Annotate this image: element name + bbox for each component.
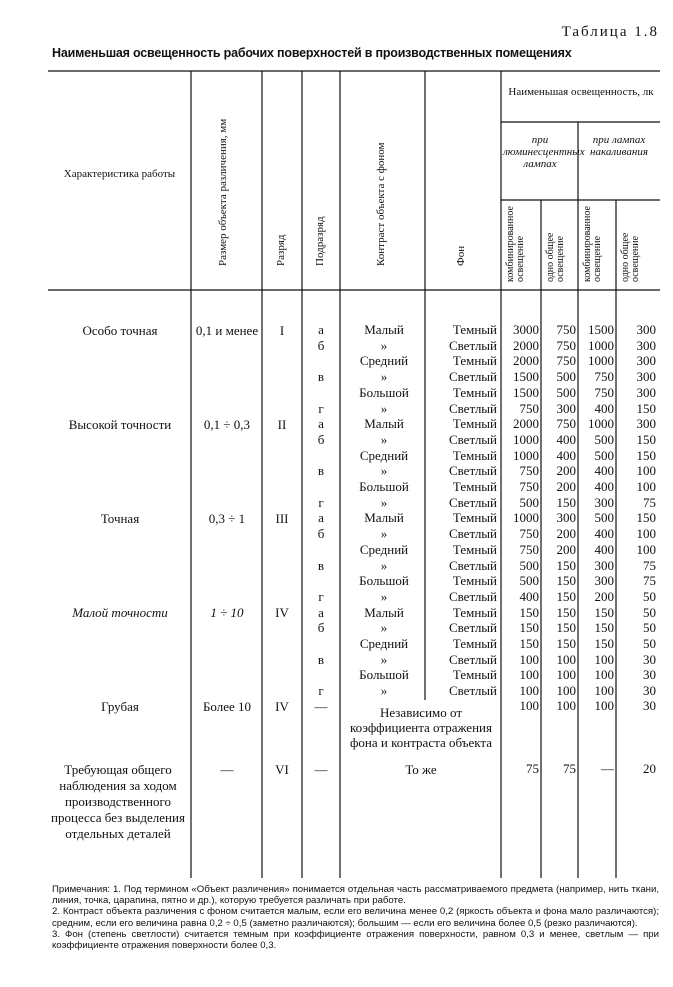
header-inc-general: одно общее освещение bbox=[620, 232, 641, 282]
cell-contrast: » bbox=[380, 431, 388, 447]
cell-background: Темный bbox=[452, 667, 497, 683]
cell-background: Темный bbox=[452, 510, 497, 526]
cell-contrast: Малый bbox=[364, 416, 404, 432]
group-subcategory: — bbox=[314, 699, 328, 714]
header-inc-combined: комбинированное освещение bbox=[582, 206, 603, 282]
table-number: Таблица 1.8 bbox=[561, 24, 659, 40]
cell-background: Светлый bbox=[448, 683, 497, 699]
group-characteristic: Малой точности bbox=[72, 605, 168, 620]
cell-contrast: Средний bbox=[359, 447, 409, 463]
page-title: Наименьшая освещенность рабочих поверхностей в производственных помещениях bbox=[52, 46, 572, 60]
cell-lum-general: 100 bbox=[556, 651, 576, 667]
cell-inc-general: 75 bbox=[643, 573, 656, 589]
group-category: IV bbox=[275, 605, 289, 620]
cell-inc-combined: 500 bbox=[594, 431, 614, 447]
cell-lum-general: 100 bbox=[556, 698, 576, 713]
cell-contrast: Средний bbox=[359, 353, 409, 369]
cell-inc-general: 300 bbox=[636, 353, 656, 369]
cell-lum-general: 200 bbox=[556, 463, 576, 479]
header-category: Разряд bbox=[275, 234, 287, 266]
cell-inc-general: 75 bbox=[643, 557, 656, 573]
cell-contrast: Малый bbox=[364, 510, 404, 526]
header-characteristic: Характеристика работы bbox=[63, 168, 176, 180]
group-category: III bbox=[275, 511, 289, 526]
cell-background: Темный bbox=[452, 447, 497, 463]
cell-subcategory: б bbox=[317, 526, 325, 542]
cell-subcategory: а bbox=[318, 322, 324, 337]
cell-inc-general: 100 bbox=[636, 463, 656, 479]
cell-inc-combined: 300 bbox=[594, 557, 614, 573]
cell-lum-combined: 3000 bbox=[513, 322, 539, 337]
cell-contrast: » bbox=[380, 557, 388, 573]
cell-subcategory: г bbox=[318, 494, 324, 510]
cell-lum-general: 400 bbox=[556, 431, 576, 447]
cell-inc-general: 100 bbox=[636, 479, 656, 494]
cell-inc-combined: 300 bbox=[594, 573, 614, 589]
cell-inc-combined: 750 bbox=[594, 369, 614, 385]
cell-lum-combined: 2000 bbox=[513, 337, 539, 353]
cell-subcategory: б bbox=[317, 620, 325, 636]
cell-subcategory: а bbox=[318, 416, 324, 432]
cell-inc-combined: 150 bbox=[594, 620, 614, 636]
cell-background: Темный bbox=[452, 541, 497, 557]
cell-lum-general: 400 bbox=[556, 447, 576, 463]
cell-background: Светлый bbox=[448, 588, 497, 604]
cell-inc-general: 150 bbox=[636, 510, 656, 526]
cell-lum-combined: 500 bbox=[519, 573, 539, 589]
footnote: 2. Контраст объекта различения с фоном считается малым, если его величина менее 0,2 (яркость объекта и фона мало различаются); средним, если его величина равна 0,2 ÷ 0,5 (заметно различаются); большим — если его величина более 0,5 (резко различаются). bbox=[52, 906, 659, 929]
cell-inc-general: 50 bbox=[643, 604, 656, 620]
cell-inc-combined: 200 bbox=[594, 588, 614, 604]
cell-inc-general: 100 bbox=[636, 526, 656, 542]
cell-contrast: » bbox=[380, 337, 388, 353]
cell-inc-combined: 400 bbox=[594, 541, 614, 557]
group-category: I bbox=[279, 323, 285, 338]
cell-inc-general: 30 bbox=[643, 667, 656, 683]
group-object-size: 0,3 ÷ 1 bbox=[208, 511, 246, 526]
footnotes bbox=[52, 884, 659, 951]
cell-subcategory: в bbox=[317, 463, 325, 479]
group-object-size: — bbox=[220, 762, 234, 777]
cell-background: Темный bbox=[452, 384, 497, 400]
cell-inc-combined: 1000 bbox=[588, 353, 614, 369]
illuminance-table bbox=[48, 70, 660, 880]
cell-background: Темный bbox=[452, 573, 497, 589]
cell-inc-combined: 500 bbox=[594, 447, 614, 463]
cell-lum-combined: 750 bbox=[519, 463, 539, 479]
group-category: IV bbox=[275, 699, 289, 714]
footnote: 3. Фон (степень светлости) считается темным при коэффициенте отражения поверхности, равном 0,3 и менее, светлым — при коэффициенте отражения поверхности более 0,3. bbox=[52, 928, 659, 952]
cell-inc-combined: 1000 bbox=[588, 416, 614, 432]
cell-inc-combined: 150 bbox=[594, 604, 614, 620]
cell-background: Темный bbox=[452, 353, 497, 369]
cell-subcategory: б bbox=[317, 431, 325, 447]
cell-lum-general: 150 bbox=[556, 557, 576, 573]
header-object-size: Размер объекта различения, мм bbox=[217, 118, 229, 266]
cell-inc-combined: 500 bbox=[594, 510, 614, 526]
cell-inc-combined: — bbox=[601, 761, 614, 776]
cell-contrast: Большой bbox=[359, 384, 409, 400]
header-background: Фон bbox=[455, 245, 467, 266]
group-characteristic: Точная bbox=[100, 511, 140, 526]
cell-inc-general: 300 bbox=[636, 322, 656, 337]
cell-inc-combined: 1000 bbox=[588, 337, 614, 353]
cell-inc-combined: 400 bbox=[594, 526, 614, 542]
cell-inc-combined: 300 bbox=[594, 494, 614, 510]
header-min-illuminance: Наименьшая освещенность, лк bbox=[508, 86, 654, 98]
cell-lum-combined: 150 bbox=[519, 636, 539, 651]
cell-subcategory: а bbox=[318, 510, 324, 526]
cell-lum-combined: 2000 bbox=[513, 416, 539, 432]
cell-contrast: » bbox=[380, 620, 388, 636]
header-contrast: Контраст объекта с фоном bbox=[375, 142, 387, 266]
cell-lum-general: 750 bbox=[556, 337, 576, 353]
group-characteristic: Грубая bbox=[101, 699, 139, 714]
group-object-size: Более 10 bbox=[202, 699, 252, 714]
cell-lum-general: 100 bbox=[556, 667, 576, 683]
cell-lum-combined: 1500 bbox=[513, 369, 539, 385]
cell-contrast: » bbox=[380, 651, 388, 667]
cell-inc-general: 30 bbox=[643, 698, 656, 713]
cell-inc-general: 300 bbox=[636, 384, 656, 400]
cell-background: Темный bbox=[452, 479, 497, 494]
cell-inc-combined: 400 bbox=[594, 463, 614, 479]
cell-lum-general: 150 bbox=[556, 604, 576, 620]
cell-lum-combined: 100 bbox=[519, 651, 539, 667]
cell-lum-combined: 100 bbox=[519, 683, 539, 699]
cell-lum-general: 200 bbox=[556, 526, 576, 542]
cell-subcategory: в bbox=[317, 557, 325, 573]
group-category: II bbox=[277, 417, 287, 432]
cell-inc-general: 150 bbox=[636, 431, 656, 447]
group-characteristic: Особо точная bbox=[82, 323, 158, 338]
cell-background: Темный bbox=[452, 322, 497, 337]
cell-background: Светлый bbox=[448, 431, 497, 447]
cell-background: Светлый bbox=[448, 651, 497, 667]
cell-inc-general: 150 bbox=[636, 400, 656, 416]
cell-lum-general: 150 bbox=[556, 620, 576, 636]
cell-inc-combined: 1500 bbox=[588, 322, 614, 337]
cell-subcategory: г bbox=[318, 588, 324, 604]
cell-subcategory: г bbox=[318, 683, 324, 699]
header-subcategory: Подразряд bbox=[314, 216, 326, 266]
cell-inc-combined: 100 bbox=[594, 667, 614, 683]
cell-lum-general: 150 bbox=[556, 573, 576, 589]
cell-contrast: Большой bbox=[359, 667, 409, 683]
cell-lum-general: 75 bbox=[563, 761, 576, 776]
cell-lum-combined: 2000 bbox=[513, 353, 539, 369]
rough-work-note: Независимо от коэффициента отражения фона и контраста объекта bbox=[350, 705, 492, 750]
cell-lum-combined: 750 bbox=[519, 479, 539, 494]
cell-contrast: Средний bbox=[359, 541, 409, 557]
group-object-size: 0,1 ÷ 0,3 bbox=[203, 417, 251, 432]
cell-inc-combined: 100 bbox=[594, 651, 614, 667]
cell-lum-combined: 1000 bbox=[513, 447, 539, 463]
cell-contrast: Большой bbox=[359, 479, 409, 494]
cell-contrast: Средний bbox=[359, 636, 409, 651]
cell-lum-general: 750 bbox=[556, 416, 576, 432]
cell-background: Темный bbox=[452, 604, 497, 620]
group-characteristic: Требующая общего наблюдения за ходом производственного процесса без выделения отдельных деталей bbox=[51, 762, 185, 841]
cell-contrast: » bbox=[380, 369, 388, 385]
cell-subcategory: а bbox=[318, 604, 324, 620]
cell-background: Светлый bbox=[448, 369, 497, 385]
cell-lum-general: 150 bbox=[556, 588, 576, 604]
cell-lum-combined: 100 bbox=[519, 698, 539, 713]
cell-inc-general: 150 bbox=[636, 447, 656, 463]
cell-inc-general: 30 bbox=[643, 651, 656, 667]
cell-lum-combined: 1000 bbox=[513, 431, 539, 447]
cell-lum-combined: 1500 bbox=[513, 384, 539, 400]
cell-lum-general: 500 bbox=[556, 369, 576, 385]
cell-background: Светлый bbox=[448, 557, 497, 573]
cell-inc-general: 300 bbox=[636, 369, 656, 385]
cell-background: Светлый bbox=[448, 337, 497, 353]
cell-subcategory: в bbox=[317, 369, 325, 385]
cell-inc-combined: 100 bbox=[594, 683, 614, 699]
cell-inc-general: 100 bbox=[636, 541, 656, 557]
cell-lum-combined: 750 bbox=[519, 400, 539, 416]
cell-inc-general: 50 bbox=[643, 636, 656, 651]
cell-lum-combined: 1000 bbox=[513, 510, 539, 526]
cell-contrast: » bbox=[380, 400, 388, 416]
group-object-size: 0,1 и менее bbox=[195, 323, 259, 338]
header-lum-combined: комбинированное освещение bbox=[505, 206, 526, 282]
group-subcategory: — bbox=[314, 762, 328, 777]
cell-background: Темный bbox=[452, 416, 497, 432]
cell-lum-general: 100 bbox=[556, 683, 576, 699]
cell-lum-general: 750 bbox=[556, 322, 576, 337]
cell-lum-general: 500 bbox=[556, 384, 576, 400]
cell-contrast: Большой bbox=[359, 573, 409, 589]
cell-background: Светлый bbox=[448, 526, 497, 542]
header-lum-general: одно общее освещение bbox=[545, 232, 566, 282]
cell-lum-general: 200 bbox=[556, 479, 576, 494]
cell-lum-combined: 150 bbox=[519, 604, 539, 620]
cell-inc-combined: 750 bbox=[594, 384, 614, 400]
cell-background: Светлый bbox=[448, 494, 497, 510]
header-luminescent: при люминесцентных лампах bbox=[503, 134, 585, 170]
cell-lum-general: 150 bbox=[556, 636, 576, 651]
cell-lum-combined: 75 bbox=[526, 761, 539, 776]
cell-subcategory: б bbox=[317, 337, 325, 353]
same-note: То же bbox=[405, 762, 437, 777]
cell-lum-combined: 150 bbox=[519, 620, 539, 636]
cell-inc-general: 20 bbox=[643, 761, 656, 776]
cell-inc-general: 50 bbox=[643, 588, 656, 604]
cell-background: Светлый bbox=[448, 400, 497, 416]
cell-lum-combined: 100 bbox=[519, 667, 539, 683]
cell-inc-general: 300 bbox=[636, 337, 656, 353]
cell-lum-combined: 500 bbox=[519, 494, 539, 510]
cell-lum-combined: 750 bbox=[519, 541, 539, 557]
cell-inc-combined: 100 bbox=[594, 698, 614, 713]
cell-contrast: » bbox=[380, 526, 388, 542]
cell-inc-general: 50 bbox=[643, 620, 656, 636]
cell-background: Светлый bbox=[448, 463, 497, 479]
cell-lum-general: 300 bbox=[556, 400, 576, 416]
cell-contrast: » bbox=[380, 588, 388, 604]
header-incandescent: при лампах накаливания bbox=[590, 134, 648, 158]
cell-inc-combined: 400 bbox=[594, 400, 614, 416]
cell-subcategory: в bbox=[317, 651, 325, 667]
group-object-size: 1 ÷ 10 bbox=[210, 605, 244, 620]
cell-lum-general: 300 bbox=[556, 510, 576, 526]
cell-background: Темный bbox=[452, 636, 497, 651]
group-category: VI bbox=[275, 762, 289, 777]
cell-contrast: Малый bbox=[364, 604, 404, 620]
cell-background: Светлый bbox=[448, 620, 497, 636]
cell-inc-combined: 150 bbox=[594, 636, 614, 651]
footnote: Примечания: 1. Под термином «Объект различения» понимается отдельная часть рассматриваемого предмета (например, нить ткани, линия, точка, царапина, пятно и др.), которую требуется различать при работе. bbox=[52, 884, 659, 907]
cell-subcategory: г bbox=[318, 400, 324, 416]
cell-contrast: » bbox=[380, 683, 388, 699]
cell-lum-combined: 400 bbox=[519, 588, 539, 604]
cell-inc-general: 75 bbox=[643, 494, 656, 510]
cell-contrast: » bbox=[380, 494, 388, 510]
cell-contrast: » bbox=[380, 463, 388, 479]
cell-inc-combined: 400 bbox=[594, 479, 614, 494]
cell-lum-general: 750 bbox=[556, 353, 576, 369]
cell-lum-general: 200 bbox=[556, 541, 576, 557]
cell-inc-general: 30 bbox=[643, 683, 656, 699]
group-characteristic: Высокой точности bbox=[68, 417, 172, 432]
cell-lum-general: 150 bbox=[556, 494, 576, 510]
cell-inc-general: 300 bbox=[636, 416, 656, 432]
cell-lum-combined: 750 bbox=[519, 526, 539, 542]
cell-contrast: Малый bbox=[364, 322, 404, 337]
cell-lum-combined: 500 bbox=[519, 557, 539, 573]
